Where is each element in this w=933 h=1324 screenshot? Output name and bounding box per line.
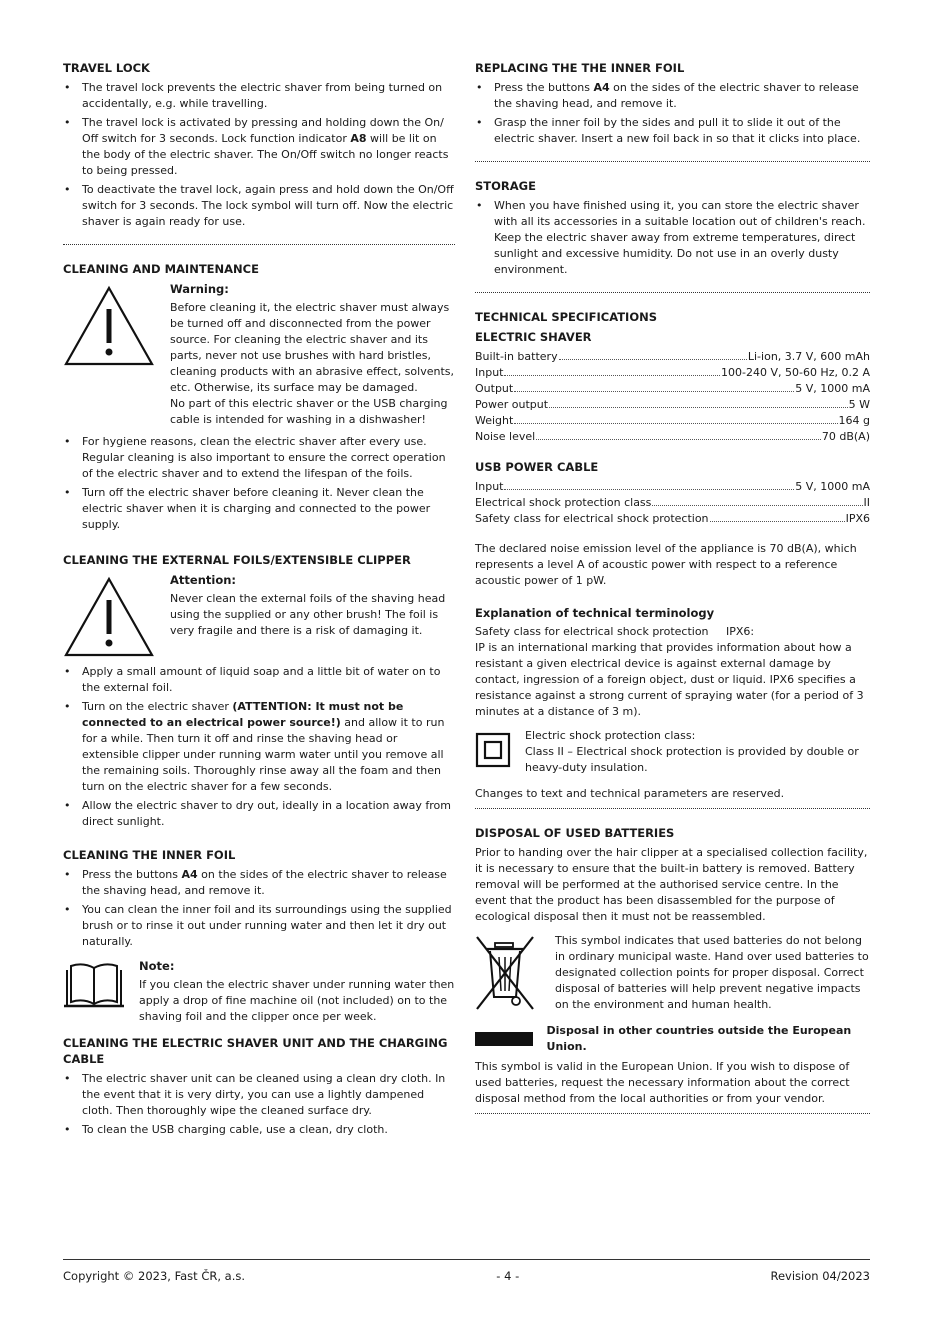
spec-label: Electrical shock protection class <box>475 496 652 509</box>
list-item: • Turn on the electric shaver (ATTENTION: It must not be connected to an electrical power source!) and allow it to run for a while. Then turn it off and rinse the shaving head or extensible clipper under running warm water until you remove all the remaining soils. Thoroughly rinse away all the foam and then turn on the electric shaver for a few seconds. <box>63 699 455 795</box>
section-divider <box>475 161 870 162</box>
warning-text: Before cleaning it, the electric shaver must always be turned off and disconnected from the power source. For cleaning the electric shaver and its parts, never not use brushes with hard bristles, cleaning products with an abrasive effect, solvents, etc. Otherwise, its surface may be damaged. <box>170 301 454 394</box>
terminology-line: Safety class for electrical shock protection IPX6: <box>475 625 755 638</box>
attention-text: Never clean the external foils of the shaving head using the supplied or any other brush! The foil is very fragile and there is a risk of damaging it. <box>170 592 446 637</box>
travel-lock-list <box>63 80 455 230</box>
weee-box <box>475 933 870 1013</box>
spec-value: IPX6 <box>845 512 870 525</box>
spec-value: Li-ion, 3.7 V, 600 mAh <box>747 350 870 363</box>
warning-box <box>63 281 455 428</box>
spec-row <box>475 429 870 445</box>
warning-triangle-icon <box>63 285 155 367</box>
travel-lock-heading: TRAVEL LOCK <box>63 61 150 75</box>
dot-leader <box>549 407 848 408</box>
replacing-heading: REPLACING THE THE INNER FOIL <box>475 61 685 75</box>
shaver-spec-table <box>475 349 870 445</box>
class-text: Class II – Electrical shock protection is provided by double or heavy-duty insulation. <box>525 745 859 774</box>
list-item: • To clean the USB charging cable, use a clean, dry cloth. <box>63 1122 455 1138</box>
book-icon <box>63 960 125 1010</box>
spec-value: 5 V, 1000 mA <box>795 382 870 395</box>
spec-row <box>475 511 870 527</box>
dot-leader <box>652 505 862 506</box>
section-divider <box>475 292 870 293</box>
unit-cleaning-list <box>63 1071 455 1138</box>
dot-leader <box>514 423 837 424</box>
spec-row <box>475 479 870 495</box>
spec-row <box>475 495 870 511</box>
spec-label: Built-in battery <box>475 350 558 363</box>
list-item: • The electric shaver unit can be cleaned using a clean dry cloth. In the event that it is very dirty, you can use a lightly dampened cloth. Then thoroughly wipe the cleaned surface dry. <box>63 1071 455 1119</box>
storage-heading: STORAGE <box>475 179 536 193</box>
left-column <box>63 60 455 1141</box>
list-item: • Turn off the electric shaver before cleaning it. Never clean the electric shaver when it is charging and connected to the power supply. <box>63 485 455 533</box>
spec-row <box>475 413 870 429</box>
list-item: • To deactivate the travel lock, again press and hold down the On/Off switch for 3 seconds. The lock symbol will turn off. Now the electric shaver is again ready for use. <box>63 182 455 230</box>
section-divider <box>475 1113 870 1114</box>
attention-box <box>63 572 455 658</box>
spec-value: 70 dB(A) <box>821 430 870 443</box>
storage-list <box>475 198 870 278</box>
external-list <box>63 664 455 830</box>
list-item: • You can clean the inner foil and its surroundings using the supplied brush or to rinse it out under running water and then let it dry out naturally. <box>63 902 455 950</box>
disposal-text: Prior to handing over the hair clipper at a specialised collection facility, it is necessary to ensure that the built-in battery is removed. Battery removal will be performed at the authorised service centre. In the event that the product has been disassembled for the purpose of ecological disposal then it must not be reassembled. <box>475 846 868 923</box>
crossed-bin-icon <box>475 935 535 1015</box>
list-item: • Press the buttons A4 on the sides of the electric shaver to release the shaving head, and remove it. <box>63 867 455 899</box>
attention-title: Attention: <box>170 573 237 587</box>
right-column <box>475 60 870 1130</box>
dot-leader <box>710 521 845 522</box>
changes-note: Changes to text and technical parameters are reserved. <box>475 787 785 800</box>
list-item: • The travel lock is activated by pressing and holding down the On/ Off switch for 3 seconds. Lock function indicator A8 will be lit on the body of the electric shaver. The On/Off switch no longer reacts to being pressed. <box>63 115 455 179</box>
inner-foil-list <box>63 867 455 950</box>
copyright: Copyright © 2023, Fast ČR, a.s. <box>63 1269 246 1283</box>
dot-leader <box>504 375 720 376</box>
shaver-spec-heading: ELECTRIC SHAVER <box>475 330 592 344</box>
spec-value: 100-240 V, 50-60 Hz, 0.2 A <box>721 366 870 379</box>
spec-row <box>475 349 870 365</box>
tech-spec-heading: TECHNICAL SPECIFICATIONS <box>475 310 658 324</box>
spec-label: Input <box>475 480 504 493</box>
unit-cleaning-heading: CLEANING THE ELECTRIC SHAVER UNIT AND THE CHARGING CABLE <box>63 1036 448 1066</box>
replacing-list <box>475 80 870 147</box>
class-title: Electric shock protection class: <box>525 729 696 742</box>
disposal-heading: DISPOSAL OF USED BATTERIES <box>475 826 675 840</box>
spec-label: Weight <box>475 414 514 427</box>
other-countries-text: This symbol is valid in the European Union. If you wish to dispose of used batteries, request the necessary information about the correct disposal method from the local authorities or from your vendor. <box>475 1060 850 1105</box>
spec-value: 5 W <box>848 398 870 411</box>
external-foils-heading: CLEANING THE EXTERNAL FOILS/EXTENSIBLE CLIPPER <box>63 553 411 567</box>
other-countries-row <box>475 1023 870 1055</box>
page-footer <box>63 1259 870 1284</box>
noise-text: The declared noise emission level of the appliance is 70 dB(A), which represents a level A of acoustic power with respect to a reference acoustic power of 1 pW. <box>475 542 857 587</box>
other-countries-heading: Disposal in other countries outside the European Union. <box>546 1024 852 1053</box>
dot-leader <box>514 391 794 392</box>
warning-triangle-icon <box>63 576 155 658</box>
spec-label: Input <box>475 366 504 379</box>
spec-label: Noise level <box>475 430 536 443</box>
list-item: • Press the buttons A4 on the sides of the electric shaver to release the shaving head, and remove it. <box>475 80 870 112</box>
page-number: - 4 - <box>496 1269 520 1283</box>
spec-label: Output <box>475 382 514 395</box>
section-divider <box>63 244 455 245</box>
spec-row <box>475 365 870 381</box>
spec-label: Power output <box>475 398 549 411</box>
dot-leader <box>559 359 747 360</box>
list-item: • Grasp the inner foil by the sides and pull it to slide it out of the electric shaver. Insert a new foil back in so that it clicks into place. <box>475 115 870 147</box>
cable-spec-table <box>475 479 870 527</box>
terminology-text: IP is an international marking that provides information about how a resistant a given electrical device is against external damage by contact, ingression of a foreign object, dust or liquid. IPX6 specifies a resistance against a strong current of spraying water (for a period of 3 minutes at a distance of 3 m). <box>475 641 864 718</box>
list-item: • For hygiene reasons, clean the electric shaver after every use. Regular cleaning is also important to ensure the correct operation of the electric shaver and to extend the lifespan of the foils. <box>63 434 455 482</box>
cable-spec-heading: USB POWER CABLE <box>475 460 599 474</box>
list-item: • Apply a small amount of liquid soap and a little bit of water on to the external foil. <box>63 664 455 696</box>
protection-class-box <box>475 728 870 776</box>
dot-leader <box>504 489 794 490</box>
black-bar-symbol <box>475 1032 533 1046</box>
note-box <box>63 958 455 1025</box>
inner-foil-heading: CLEANING THE INNER FOIL <box>63 848 236 862</box>
note-text: If you clean the electric shaver under running water then apply a drop of fine machine oil (not included) on to the shaving foil and the clipper once per week. <box>139 978 455 1023</box>
dot-leader <box>536 439 821 440</box>
section-divider <box>475 808 870 809</box>
list-item: • The travel lock prevents the electric shaver from being turned on accidentally, e.g. while travelling. <box>63 80 455 112</box>
terminology-heading: Explanation of technical terminology <box>475 606 715 620</box>
warning-text-2: No part of this electric shaver or the USB charging cable is intended for washing in a dishwasher! <box>170 397 448 426</box>
class-ii-icon <box>475 732 511 768</box>
spec-value: 5 V, 1000 mA <box>795 480 870 493</box>
cleaning-list <box>63 434 455 533</box>
spec-value: II <box>863 496 870 509</box>
list-item: • Allow the electric shaver to dry out, ideally in a location away from direct sunlight. <box>63 798 455 830</box>
warning-title: Warning: <box>170 282 229 296</box>
weee-text: This symbol indicates that used batteries do not belong in ordinary municipal waste. Hand over used batteries to designated collection points for proper disposal. Correct disposal of batteries will help prevent negative impacts on the environment and human health. <box>555 934 869 1011</box>
revision: Revision 04/2023 <box>770 1269 870 1283</box>
cleaning-heading: CLEANING AND MAINTENANCE <box>63 262 259 276</box>
spec-row <box>475 397 870 413</box>
spec-value: 164 g <box>838 414 870 427</box>
note-title: Note: <box>139 959 175 973</box>
spec-row <box>475 381 870 397</box>
spec-label: Safety class for electrical shock protection <box>475 512 709 525</box>
list-item: • When you have finished using it, you can store the electric shaver with all its accessories in a suitable location out of children's reach. Keep the electric shaver away from extreme temperatures, direct sunlight and excessive humidity. Do not use in an overly dusty environment. <box>475 198 870 278</box>
